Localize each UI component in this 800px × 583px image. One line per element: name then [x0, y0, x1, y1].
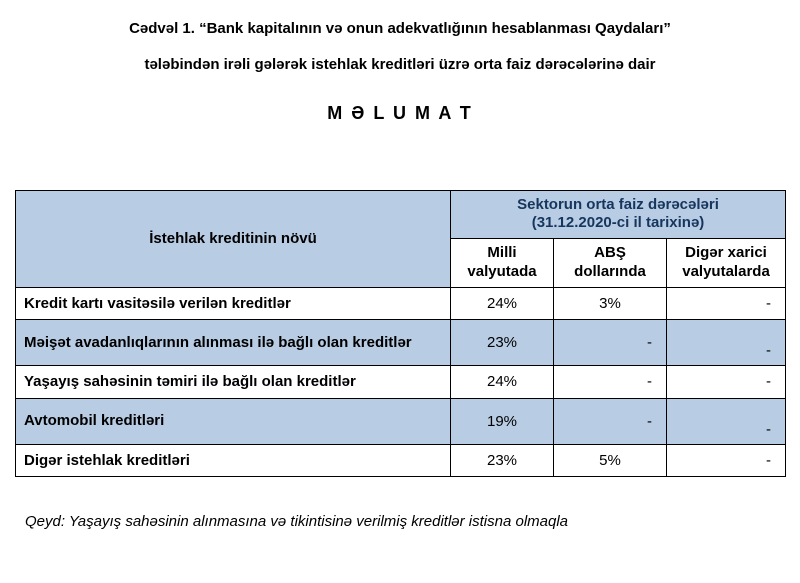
column-header-usd: ABŞ dollarında	[554, 239, 667, 288]
credit-type-cell: Kredit kartı vasitəsilə verilən kreditlər	[16, 287, 451, 320]
column-group-header	[451, 190, 786, 239]
column-header-other-currency: Digər xarici valyutalarda	[667, 239, 786, 288]
value-cell: -	[667, 366, 786, 399]
credit-type-cell: Avtomobil kreditləri	[16, 398, 451, 444]
value-cell: 5%	[554, 444, 667, 477]
value-cell: 23%	[451, 320, 554, 366]
group-header-line-1: Sektorun orta faiz dərəcələri	[517, 195, 719, 213]
group-header-line-2: (31.12.2020-ci il tarixinə)	[531, 214, 705, 232]
value-cell: -	[667, 398, 786, 444]
title-line-1: Cədvəl 1. “Bank kapitalının və onun adekvatlığının hesablanması Qaydaları”	[129, 20, 671, 37]
value-cell: -	[554, 320, 667, 366]
value-cell: 3%	[554, 287, 667, 320]
value-cell: -	[667, 320, 786, 366]
credit-type-cell: Digər istehlak kreditləri	[16, 444, 451, 477]
credit-type-cell: Yaşayış sahəsinin təmiri ilə bağlı olan kreditlər	[16, 366, 451, 399]
column-header-credit-type: İstehlak kreditinin növü	[16, 190, 451, 287]
value-cell: 19%	[451, 398, 554, 444]
value-cell: -	[554, 398, 667, 444]
value-cell: -	[554, 366, 667, 399]
value-cell: 23%	[451, 444, 554, 477]
table-row	[16, 320, 786, 366]
credit-type-cell: Məişət avadanlıqlarının alınması ilə bağlı olan kreditlər	[16, 320, 451, 366]
value-cell: -	[667, 444, 786, 477]
value-cell: 24%	[451, 287, 554, 320]
table-row	[16, 366, 786, 399]
table-row	[16, 287, 786, 320]
table-row	[16, 444, 786, 477]
title-line-2: tələbindən irəli gələrək istehlak kreditləri üzrə orta faiz dərəcələrinə dair	[144, 55, 656, 73]
document-title	[15, 20, 785, 75]
table-header-row-1	[16, 190, 786, 239]
interest-rates-table	[15, 190, 786, 478]
value-cell: 24%	[451, 366, 554, 399]
table-row	[16, 398, 786, 444]
melumat-heading: M Ə L U M A T	[327, 102, 473, 123]
value-cell: -	[667, 287, 786, 320]
column-header-milli: Milli valyutada	[451, 239, 554, 288]
footnote: Qeyd: Yaşayış sahəsinin alınmasına və tikintisinə verilmiş kreditlər istisna olmaqla	[25, 513, 569, 530]
